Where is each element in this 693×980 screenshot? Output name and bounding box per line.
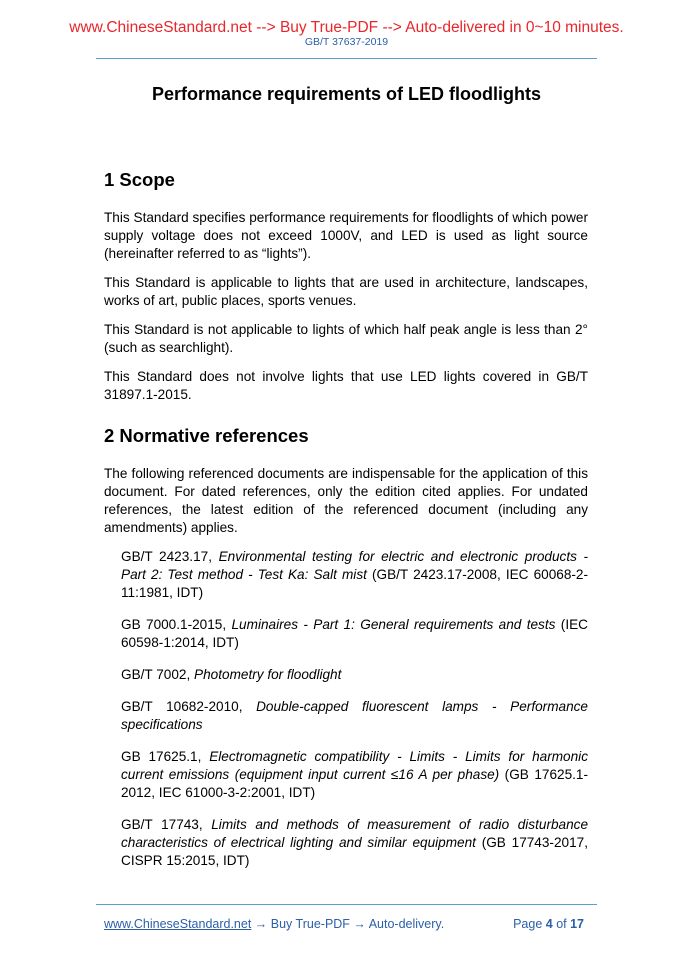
reference-item: [121, 616, 588, 652]
scope-paragraph: This Standard specifies performance requirements for floodlights of which power supply voltage does not exceed 1000V, and LED is used as light source (hereinafter referred to as “lights”).: [104, 210, 588, 261]
reference-title: Limits and methods of measurement of radio disturbance characteristics of electrical lighting and similar equipment: [121, 817, 589, 850]
reference-title: Double-capped fluorescent lamps - Performance specifications: [121, 699, 588, 732]
footer-promo: [104, 916, 444, 932]
page-total: 17: [570, 917, 584, 931]
reference-code: GB 17625.1,: [121, 749, 210, 764]
reference-note: (IEC 60598-1:2014, IDT): [121, 617, 588, 650]
reference-title: Electromagnetic compatibility - Limits - Limits for harmonic current emissions (equipment input current ≤16 A per phase): [121, 749, 588, 782]
reference-item: [121, 666, 588, 684]
scope-paragraph: This Standard is not applicable to lights of which half peak angle is less than 2° (such as searchlight).: [104, 322, 588, 355]
standard-code: GB/T 37637-2019: [304, 36, 389, 48]
page-footer: [104, 916, 584, 932]
document-title: Performance requirements of LED floodlights: [151, 84, 542, 104]
page-of: of: [552, 917, 571, 931]
page-label: Page: [513, 917, 546, 931]
reference-item: [121, 748, 588, 802]
page-indicator: [513, 916, 584, 932]
section-heading-scope: 1 Scope: [104, 169, 175, 190]
reference-code: GB/T 7002,: [121, 667, 195, 682]
reference-item: [121, 548, 588, 602]
scope-paragraph: This Standard is applicable to lights that are used in architecture, landscapes, works of art, public places, sports venues.: [104, 275, 588, 308]
reference-code: GB 7000.1-2015,: [121, 617, 232, 632]
reference-item: [121, 816, 588, 870]
footer-divider: [96, 904, 597, 905]
reference-title: Photometry for floodlight: [194, 667, 342, 682]
footer-promo-text: → Buy True-PDF → Auto-delivery.: [251, 917, 445, 931]
reference-list: [104, 548, 588, 870]
reference-note: (GB 17625.1-2012, IEC 61000-3-2:2001, IDT): [121, 767, 588, 800]
reference-item: [121, 698, 588, 734]
reference-note: (GB/T 2423.17-2008, IEC 60068-2-11:1981, IDT): [121, 567, 588, 600]
scope-paragraph: This Standard does not involve lights that use LED lights covered in GB/T 31897.1-2015.: [104, 369, 588, 402]
reference-title: Luminaires - Part 1: General requirements and tests: [231, 617, 556, 632]
section-heading-normative-references: 2 Normative references: [104, 425, 309, 446]
reference-note: (GB 17743-2017, CISPR 15:2015, IDT): [121, 835, 588, 868]
reference-code: GB/T 2423.17,: [121, 549, 219, 564]
top-banner[interactable]: www.ChineseStandard.net --> Buy True-PDF --> Auto-delivered in 0~10 minutes.: [69, 19, 624, 36]
reference-title: Environmental testing for electric and electronic products - Part 2: Test method - Test Ka: Salt mist: [121, 549, 589, 582]
header-divider: [96, 58, 597, 59]
footer-site-link[interactable]: www.ChineseStandard.net: [104, 917, 252, 931]
page-content: [104, 168, 588, 870]
reference-code: GB/T 10682-2010,: [121, 699, 257, 714]
page-current: 4: [545, 917, 553, 931]
normative-intro: The following referenced documents are indispensable for the application of this document. For dated references, only the edition cited applies. For undated references, the latest edition of the referenced document (including any amendments) applies.: [104, 466, 588, 535]
reference-code: GB/T 17743,: [121, 817, 212, 832]
